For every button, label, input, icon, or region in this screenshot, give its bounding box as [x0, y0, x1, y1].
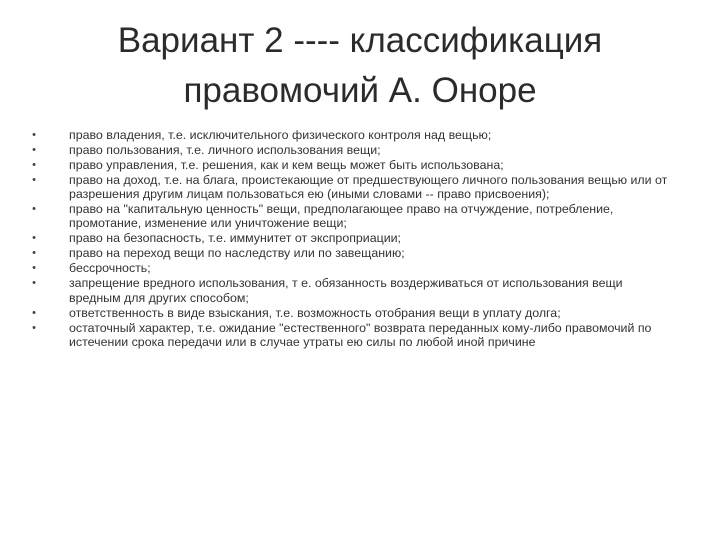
list-item-text: остаточный характер, т.е. ожидание "естественного" возврата переданных кому-либо правомочий по истечении срока передачи или в случае утраты ею силы по любой иной причине	[69, 320, 652, 349]
list-item	[30, 246, 670, 260]
list-item-text: право владения, т.е. исключительного физического контроля над вещью;	[69, 128, 492, 142]
list-item-text: право на безопасность, т.е. иммунитет от экспроприации;	[69, 231, 402, 246]
list-item-text: запрещение вредного использования, т е. обязанность воздерживаться от использования вещи вредным для других способом;	[69, 276, 623, 305]
bullet-icon: •	[32, 174, 36, 186]
list-item	[30, 173, 670, 201]
bullet-icon: •	[32, 144, 36, 156]
list-item	[30, 143, 670, 157]
bullet-icon: •	[32, 203, 36, 216]
list-item-text: право на переход вещи по наследству или по завещанию;	[69, 246, 405, 261]
list-item	[30, 231, 670, 245]
list-item	[30, 202, 670, 230]
slide-title-line-2: правомочий А. Оноре	[183, 71, 537, 110]
list-item-text: бессрочность;	[69, 261, 151, 276]
slide-title-line-1: Вариант 2 ---- классификация	[117, 21, 603, 60]
bullet-icon: •	[32, 321, 36, 334]
list-item-text: право на доход, т.е. на блага, проистекающие от предшествующего личного пользования вещью или от разрешения другим лицам пользоваться ею (иными словами -- право присвоения);	[69, 173, 668, 202]
list-item	[30, 321, 670, 349]
list-item	[30, 261, 670, 275]
bullet-icon: •	[32, 159, 36, 171]
list-item-text: право управления, т.е. решения, как и кем вещь может быть использована;	[69, 158, 504, 172]
list-item-text: право пользования, т.е. личного использования вещи;	[69, 143, 381, 157]
bullet-icon: •	[32, 277, 36, 290]
rights-list	[30, 128, 670, 350]
bullet-icon: •	[32, 306, 36, 319]
slide-title	[60, 16, 660, 116]
list-item	[30, 306, 670, 320]
bullet-icon: •	[32, 129, 36, 141]
bullet-icon: •	[32, 232, 36, 245]
bullet-icon: •	[32, 262, 36, 275]
list-item	[30, 128, 670, 142]
list-item	[30, 158, 670, 172]
list-item-text: право на "капитальную ценность" вещи, предполагающее право на отчуждение, потребление, промотание, изменение или уничтожение вещи;	[69, 202, 614, 231]
list-item-text: ответственность в виде взыскания, т.е. возможность отобрания вещи в уплату долга;	[69, 305, 561, 320]
bullet-icon: •	[32, 247, 36, 260]
list-item	[30, 276, 670, 304]
